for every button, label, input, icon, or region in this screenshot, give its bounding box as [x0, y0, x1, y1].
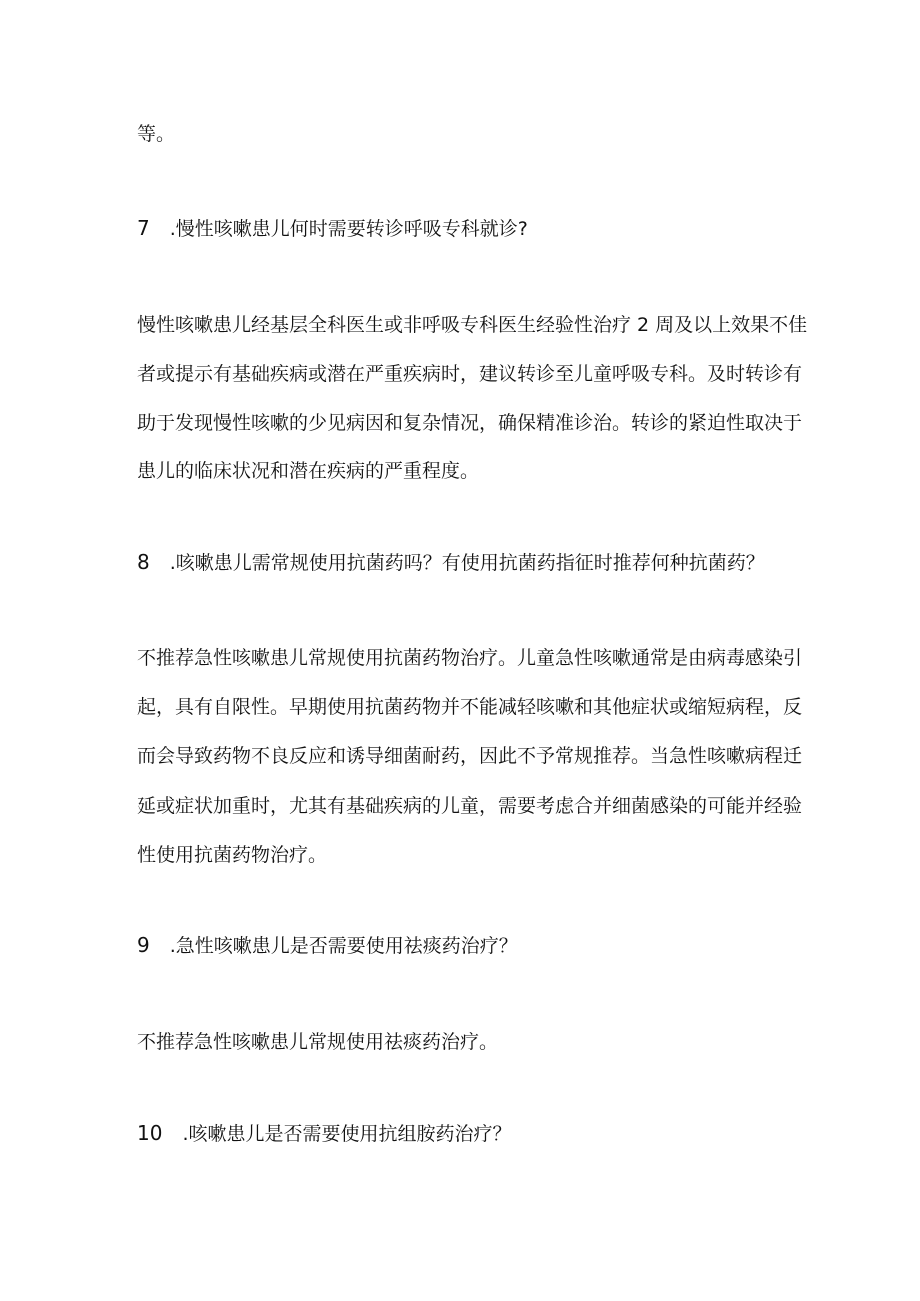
answer-7-line-2: 者或提示有基础疾病或潜在严重疾病时，建议转诊至儿童呼吸专科。及时转诊有 — [137, 363, 803, 385]
question-9 — [137, 933, 518, 958]
question-number: 10 — [137, 1121, 163, 1145]
answer-7-line-4: 患儿的临床状况和潜在疾病的严重程度。 — [137, 460, 480, 482]
answer-8-line-5: 性使用抗菌药物治疗。 — [137, 844, 328, 866]
answer-8-line-3: 而会导致药物不良反应和诱导细菌耐药，因此不予常规推荐。当急性咳嗽病程迁 — [137, 745, 803, 767]
answer-8-line-4: 延或症状加重时，尤其有基础疾病的儿童，需要考虑合并细菌感染的可能并经验 — [137, 795, 803, 817]
question-number: 7 — [137, 216, 150, 240]
question-text: .咳嗽患儿需常规使用抗菌药吗？有使用抗菌药指征时推荐何种抗菌药？ — [169, 552, 765, 574]
answer-7-line-3: 助于发现慢性咳嗽的少见病因和复杂情况，确保精准诊治。转诊的紧迫性取决于 — [137, 412, 803, 434]
intro-tail-text: 等。 — [137, 123, 176, 145]
question-8 — [137, 550, 765, 575]
answer-7-line-1: 慢性咳嗽患儿经基层全科医生或非呼吸专科医生经验性治疗 2 周及以上效果不佳 — [137, 314, 808, 336]
question-text: .急性咳嗽患儿是否需要使用祛痰药治疗？ — [169, 935, 518, 957]
question-7 — [137, 216, 528, 241]
question-number: 9 — [137, 933, 150, 957]
question-text: .慢性咳嗽患儿何时需要转诊呼吸专科就诊? — [169, 218, 528, 240]
answer-8-line-2: 起，具有自限性。早期使用抗菌药物并不能减轻咳嗽和其他症状或缩短病程，反 — [137, 696, 803, 718]
question-10 — [137, 1121, 512, 1146]
answer-8-line-1: 不推荐急性咳嗽患儿常规使用抗菌药物治疗。儿童急性咳嗽通常是由病毒感染引 — [137, 647, 803, 669]
answer-9-line-1: 不推荐急性咳嗽患儿常规使用祛痰药治疗。 — [137, 1031, 499, 1053]
question-number: 8 — [137, 550, 150, 574]
question-text: .咳嗽患儿是否需要使用抗组胺药治疗？ — [182, 1123, 512, 1145]
